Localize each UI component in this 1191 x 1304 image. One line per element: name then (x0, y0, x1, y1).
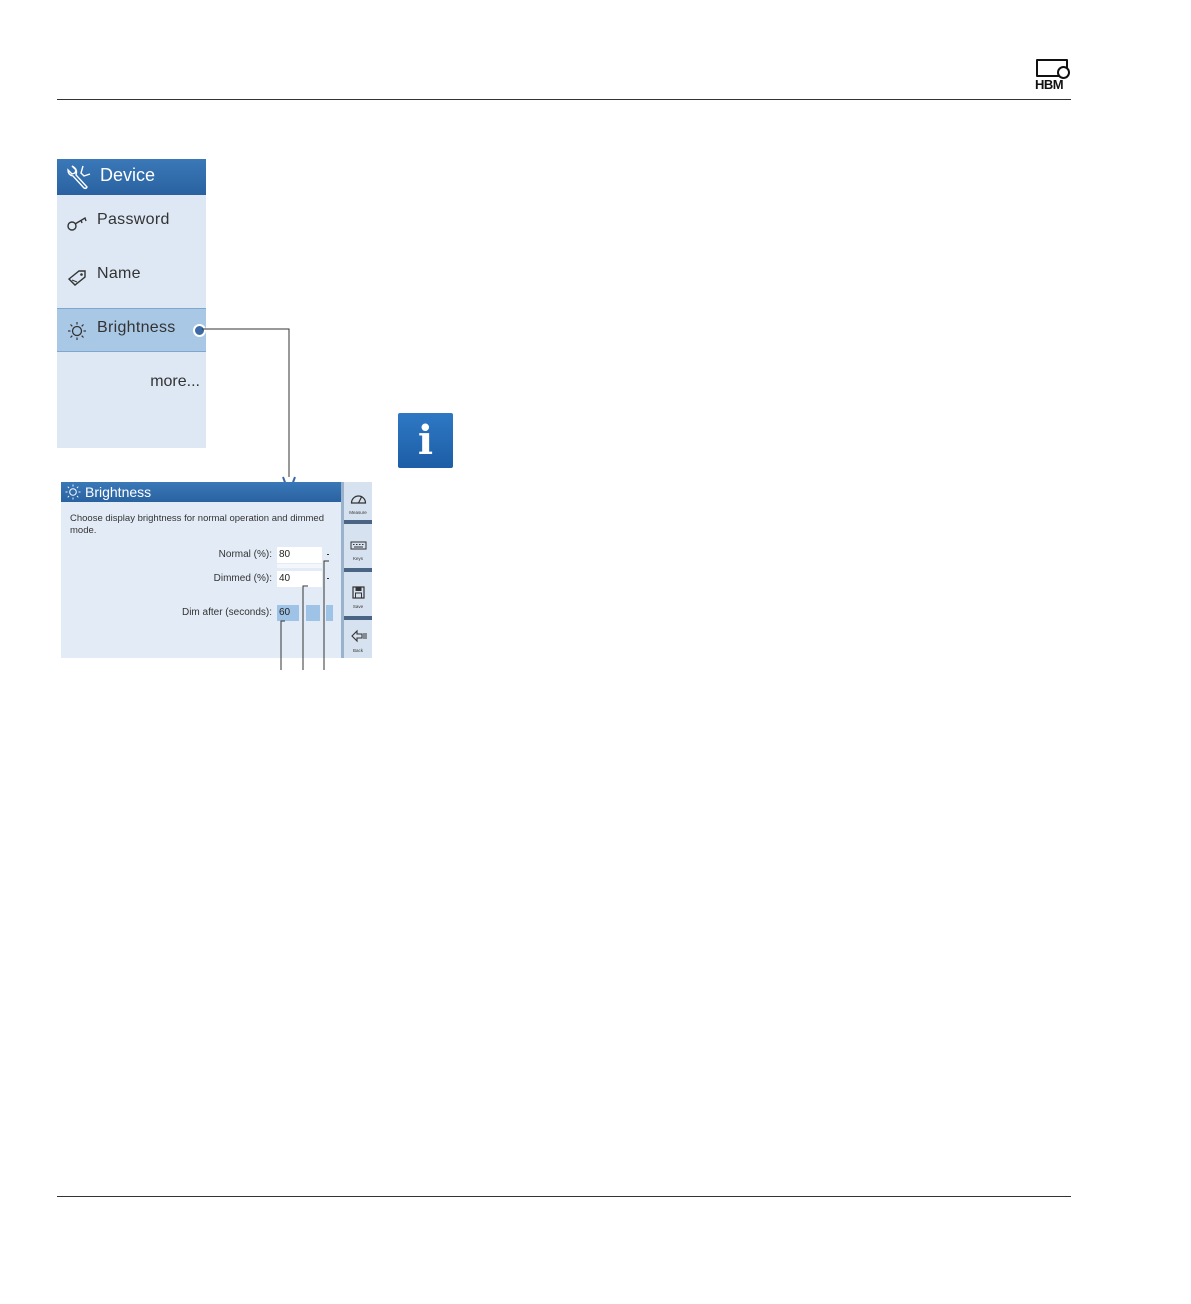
info-icon-letter: i (417, 417, 434, 464)
measure-button-label: Measure (349, 510, 367, 515)
keys-button-label: Keys (352, 556, 363, 561)
footer-rule (57, 1196, 1071, 1197)
normal-label: Normal (%): (218, 549, 272, 560)
back-button-label: Back (352, 648, 363, 653)
brightness-dialog-title: Brightness (85, 484, 152, 500)
logo-text: HBM (1035, 77, 1064, 92)
device-menu-title: Device (100, 165, 156, 185)
menu-item-password-label: Password (97, 211, 170, 228)
dimmed-label: Dimmed (%): (213, 573, 272, 584)
info-icon (398, 413, 453, 468)
save-button-label: Save (352, 604, 364, 609)
menu-more-link[interactable]: more... (150, 373, 200, 390)
dim-after-label: Dim after (seconds): (181, 607, 272, 618)
menu-item-brightness-label: Brightness (97, 319, 176, 336)
brightness-description: Choose display brightness for normal operation and dimmed mode. (70, 513, 324, 536)
menu-item-name-label: Name (97, 265, 141, 282)
